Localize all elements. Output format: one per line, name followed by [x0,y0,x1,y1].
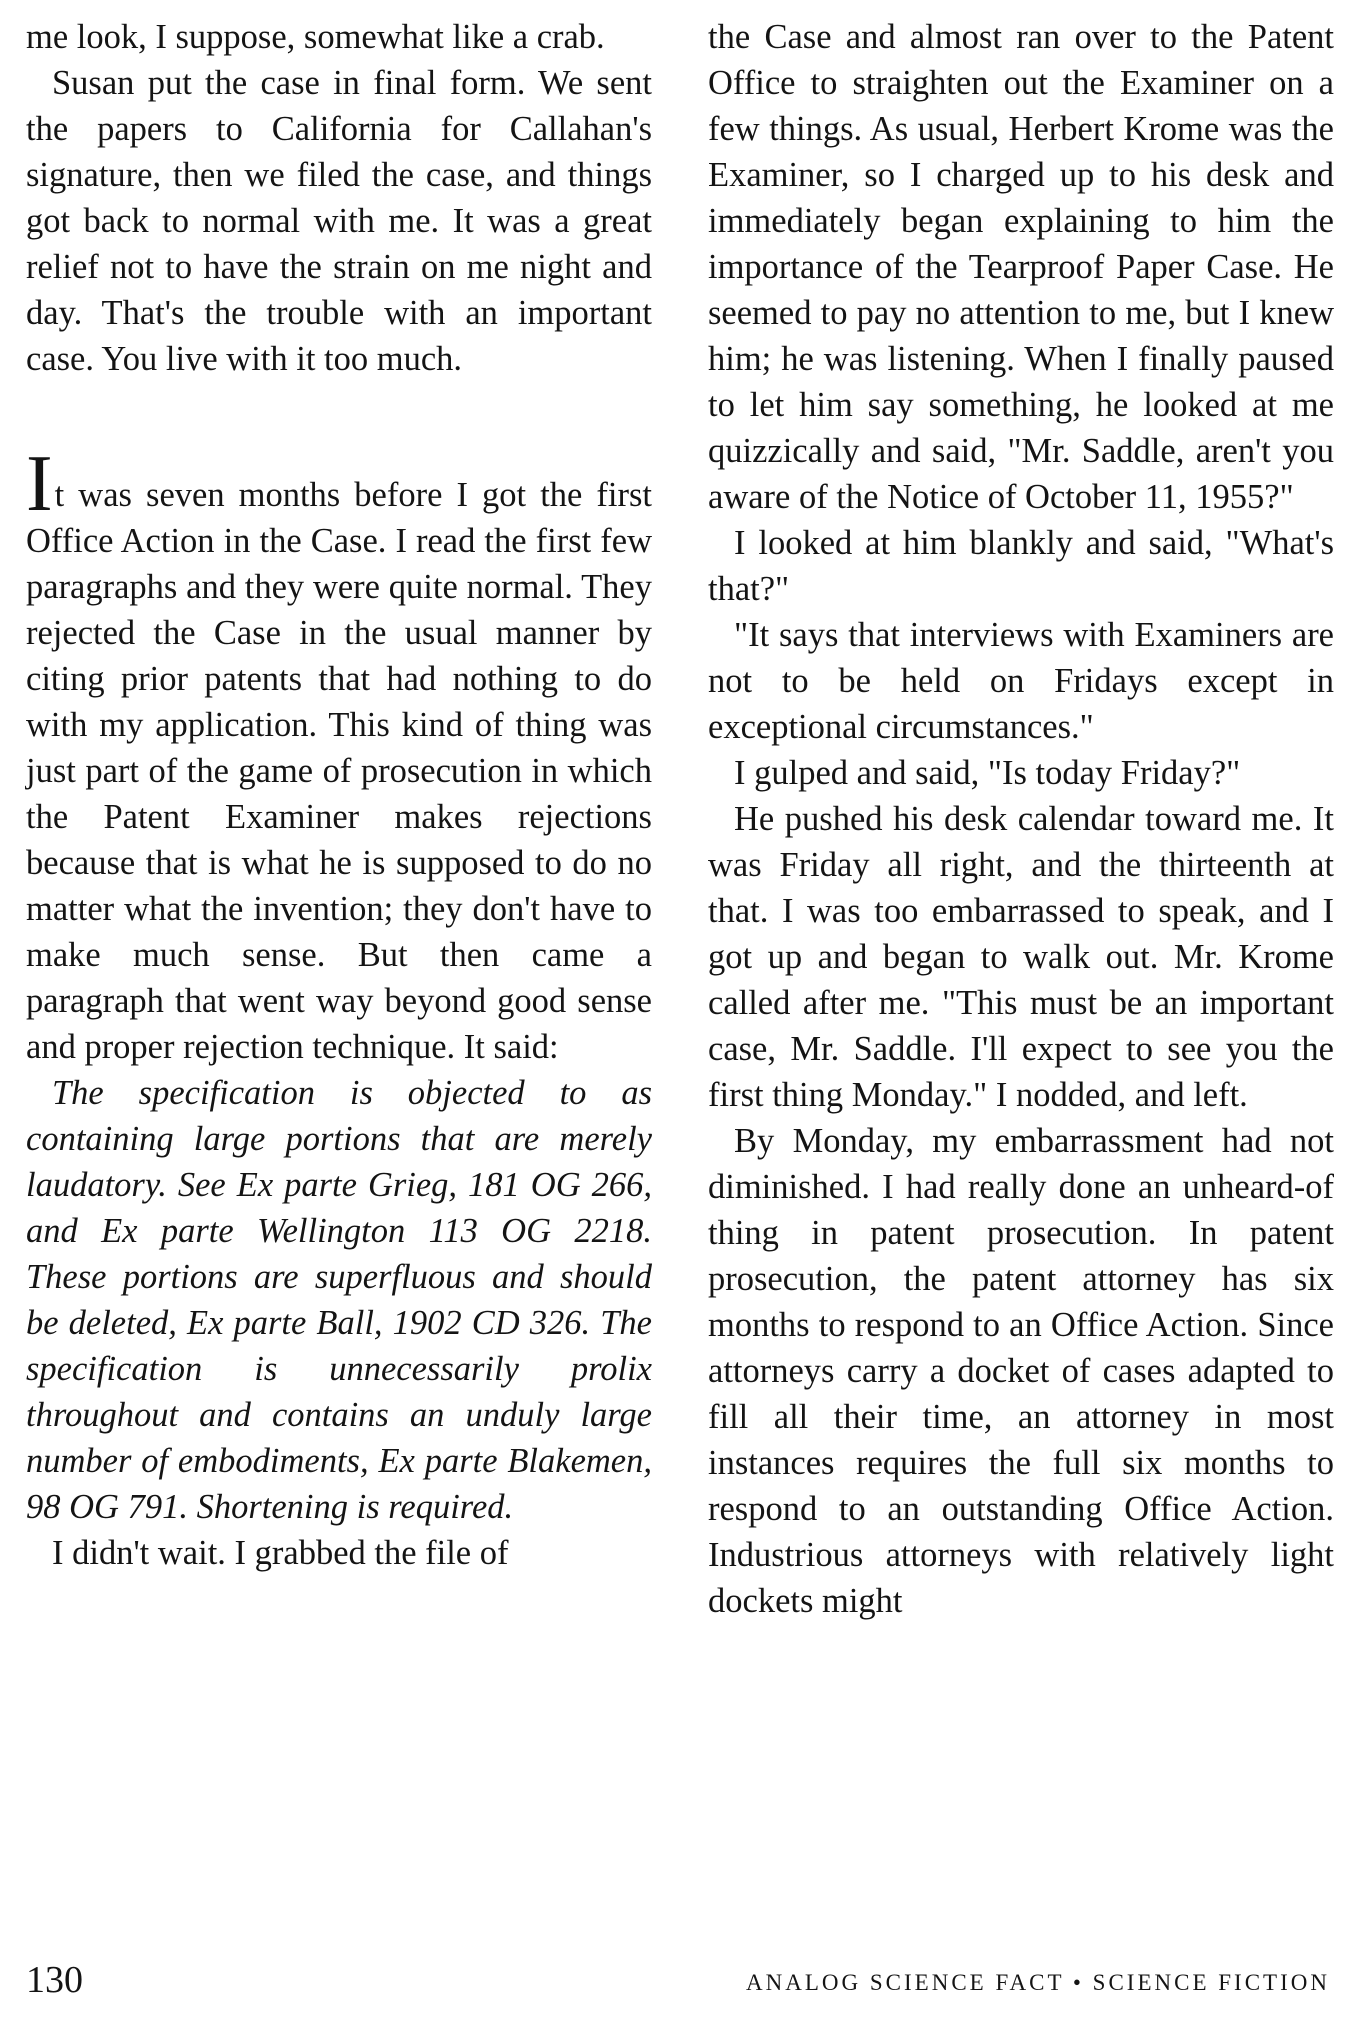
section-break [26,382,652,464]
left-column [26,14,652,1576]
running-head: ANALOG SCIENCE FACT • SCIENCE FICTION [746,1970,1330,1995]
paragraph-continued: me look, I suppose, somewhat like a crab. [26,18,605,56]
paragraph-seven-months [26,440,652,1070]
page-number: 130 [26,1959,83,2001]
paragraph-didnt-wait: I didn't wait. I grabbed the file of [52,1534,509,1572]
paragraph-seven-months-text: t was seven months before I got the first Office Action in the Case. I read the first few paragraphs and they were quite normal. They rejected the Case in the usual manner by citing prior patents that had nothing to do with my application. This kind of thing was just part of the game of prosecution in which the Patent Examiner makes rejections because that is what he is supposed to do no matter what the invention; they don't have to make much sense. But then came a paragraph that went way beyond good sense and proper rejection technique. It said: [26,476,652,1066]
paragraph-continued-right: the Case and almost ran over to the Patent Office to straighten out the Examiner on a few things. As usual, Herbert Krome was the Examiner, so I charged up to his desk and immediately began explaining to him the importance of the Tearproof Paper Case. He seemed to pay no attention to me, but I knew him; he was listening. When I finally paused to let him say something, he looked at me quizzically and said, "Mr. Saddle, aren't you aware of the Notice of October 11, 1955?" [708,18,1334,516]
right-column [708,14,1334,1624]
paragraph-gulped: I gulped and said, "Is today Friday?" [734,754,1241,792]
paragraph-susan: Susan put the case in final form. We sent the papers to California for Callahan's signature, then we filed the case, and things got back to normal with me. It was a great relief not to have the strain on me night and day. That's the trouble with an important case. You live with it too much. [26,64,652,378]
paragraph-interviews: "It says that interviews with Examiners are not to be held on Fridays except in exceptional circumstances." [708,616,1334,746]
office-action-quote: The specification is objected to as containing large portions that are merely laudatory. See Ex parte Grieg, 181 OG 266, and Ex parte Wellington 113 OG 2218. These portions are superfluous and should be deleted, Ex parte Ball, 1902 CD 326. The specification is unnecessarily prolix throughout and contains an unduly large number of embodiments, Ex parte Blakemen, 98 OG 791. Shortening is required. [26,1074,652,1526]
paragraph-monday: By Monday, my embarrassment had not diminished. I had really done an unheard-of thing in patent prosecution. In patent prosecution, the patent attorney has six months to respond to an Office Action. Since attorneys carry a docket of cases adapted to fill all their time, an attorney in most instances requires the full six months to respond to an outstanding Office Action. Industrious attorneys with relatively light dockets might [708,1122,1334,1620]
page-footer [26,1958,1330,2008]
drop-cap: I [26,440,53,528]
paragraph-blankly: I looked at him blankly and said, "What's that?" [708,524,1334,608]
paragraph-calendar: He pushed his desk calendar toward me. It was Friday all right, and the thirteenth at that. I was too embarrassed to speak, and I got up and began to walk out. Mr. Krome called after me. "This must be an important case, Mr. Saddle. I'll expect to see you the first thing Monday." I nodded, and left. [708,800,1334,1114]
